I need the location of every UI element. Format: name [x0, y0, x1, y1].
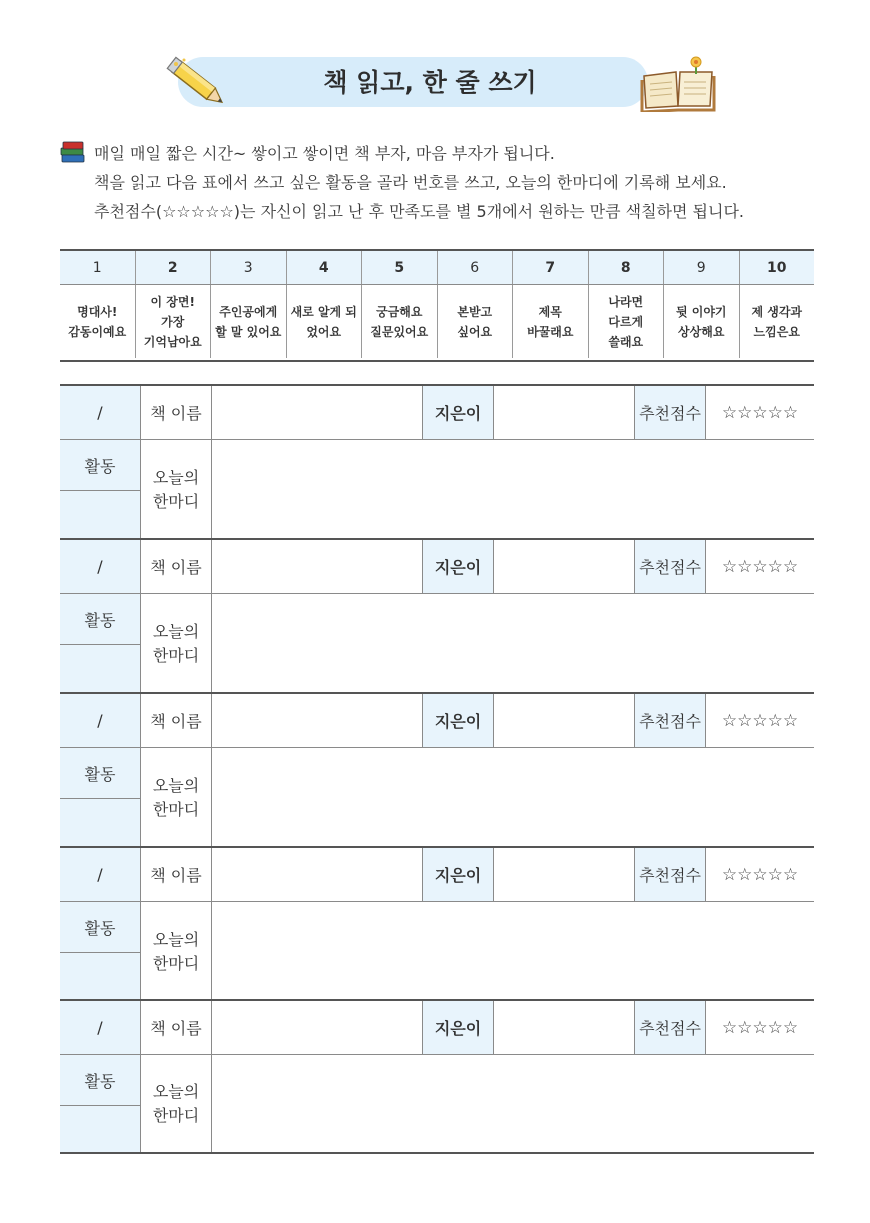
- activity-label: 활동: [60, 748, 140, 798]
- book-title-input[interactable]: [212, 1001, 422, 1054]
- author-input[interactable]: [494, 540, 634, 593]
- activity-number-row: [60, 251, 814, 285]
- activity-number: 7: [545, 259, 556, 276]
- page-title: 책 읽고, 한 줄 쓰기: [323, 68, 537, 97]
- star-rating[interactable]: ☆☆☆☆☆: [721, 1017, 799, 1038]
- star-rating[interactable]: ☆☆☆☆☆: [721, 556, 799, 577]
- author-input[interactable]: [494, 1001, 634, 1054]
- activity-label: 나라면 다르게 쓸래요: [608, 294, 644, 349]
- activity-label: 제 생각과 느낌은요: [751, 304, 803, 339]
- activity-number: 3: [243, 259, 253, 276]
- activity-number: 1: [92, 259, 102, 276]
- book-title-label: 책 이름: [150, 712, 202, 731]
- book-title-input[interactable]: [212, 386, 422, 439]
- author-label: 지은이: [423, 386, 493, 439]
- today-comment-input[interactable]: [212, 748, 814, 847]
- date-input[interactable]: /: [60, 848, 140, 901]
- instruction-line-3: 추천점수(☆☆☆☆☆)는 자신이 읽고 난 후 만족도를 별 5개에서 원하는 만큼 색칠하면 됩니다.: [94, 202, 745, 221]
- activity-label: 뒷 이야기 상상해요: [675, 304, 727, 339]
- author-input[interactable]: [494, 386, 634, 439]
- activity-label: 본받고 싶어요: [457, 304, 493, 339]
- books-icon: [60, 141, 86, 163]
- today-comment-label: 오늘의 한마디: [152, 621, 200, 665]
- activity-number: 8: [620, 259, 631, 276]
- activity-number: 9: [696, 259, 706, 276]
- today-comment-label: 오늘의 한마디: [152, 929, 200, 973]
- book-title-label: 책 이름: [150, 866, 202, 885]
- score-label: 추천점수: [635, 1001, 705, 1054]
- score-label: 추천점수: [635, 848, 705, 901]
- activity-label: 궁금해요 질문있어요: [370, 304, 429, 339]
- today-comment-input[interactable]: [212, 594, 814, 693]
- book-title-label: 책 이름: [150, 404, 202, 423]
- activity-label: 활동: [60, 440, 140, 490]
- activity-number: 2: [167, 259, 178, 276]
- activity-table: [60, 249, 814, 362]
- author-label: 지은이: [423, 694, 493, 747]
- today-comment-label: 오늘의 한마디: [152, 1081, 200, 1125]
- activity-number: 10: [767, 259, 787, 276]
- score-label: 추천점수: [635, 694, 705, 747]
- open-book-icon: [640, 54, 716, 112]
- activity-label-row: [60, 285, 814, 358]
- activity-number-input[interactable]: [60, 491, 140, 539]
- author-input[interactable]: [494, 694, 634, 747]
- author-input[interactable]: [494, 848, 634, 901]
- activity-number-input[interactable]: [60, 799, 140, 847]
- star-rating[interactable]: ☆☆☆☆☆: [721, 710, 799, 731]
- activity-number: 4: [318, 259, 329, 276]
- star-rating[interactable]: ☆☆☆☆☆: [721, 864, 799, 885]
- activity-label: 활동: [60, 594, 140, 644]
- activity-label: 명대사! 감동이예요: [68, 304, 127, 339]
- activity-label: 이 장면! 가장 기억남아요: [143, 294, 202, 349]
- instruction-line-1: 매일 매일 짧은 시간~ 쌓이고 쌓이면 책 부자, 마음 부자가 됩니다.: [94, 144, 555, 163]
- activity-number: 6: [470, 259, 480, 276]
- activity-label: 활동: [60, 902, 140, 952]
- today-comment-label: 오늘의 한마디: [152, 775, 200, 819]
- activity-label: 활동: [60, 1055, 140, 1105]
- score-label: 추천점수: [635, 386, 705, 439]
- activity-label: 새로 알게 되 었어요: [290, 304, 357, 339]
- book-title-input[interactable]: [212, 540, 422, 593]
- today-comment-input[interactable]: [212, 440, 814, 539]
- activity-number-input[interactable]: [60, 1106, 140, 1152]
- author-label: 지은이: [423, 1001, 493, 1054]
- activity-label: 제목 바꿀래요: [527, 304, 574, 339]
- reading-log-entry: [60, 692, 814, 847]
- book-title-input[interactable]: [212, 848, 422, 901]
- author-label: 지은이: [423, 848, 493, 901]
- reading-log-entry: [60, 384, 814, 539]
- book-title-label: 책 이름: [150, 558, 202, 577]
- author-label: 지은이: [423, 540, 493, 593]
- activity-number: 5: [394, 259, 405, 276]
- reading-log-entry: [60, 846, 814, 1001]
- book-title-input[interactable]: [212, 694, 422, 747]
- date-input[interactable]: /: [60, 386, 140, 439]
- activity-number-input[interactable]: [60, 645, 140, 693]
- book-title-label: 책 이름: [150, 1019, 202, 1038]
- date-input[interactable]: /: [60, 694, 140, 747]
- today-comment-label: 오늘의 한마디: [152, 467, 200, 511]
- reading-log-entry: [60, 999, 814, 1154]
- pencil-icon: [162, 56, 232, 112]
- date-input[interactable]: /: [60, 540, 140, 593]
- today-comment-input[interactable]: [212, 902, 814, 1001]
- activity-label: 주인공에게 할 말 있어요: [215, 304, 282, 339]
- score-label: 추천점수: [635, 540, 705, 593]
- reading-log-entry: [60, 538, 814, 693]
- activity-number-input[interactable]: [60, 953, 140, 1001]
- instruction-line-2: 책을 읽고 다음 표에서 쓰고 싶은 활동을 골라 번호를 쓰고, 오늘의 한마디에 기록해 보세요.: [94, 173, 727, 192]
- star-rating[interactable]: ☆☆☆☆☆: [721, 402, 799, 423]
- date-input[interactable]: /: [60, 1001, 140, 1054]
- today-comment-input[interactable]: [212, 1055, 814, 1152]
